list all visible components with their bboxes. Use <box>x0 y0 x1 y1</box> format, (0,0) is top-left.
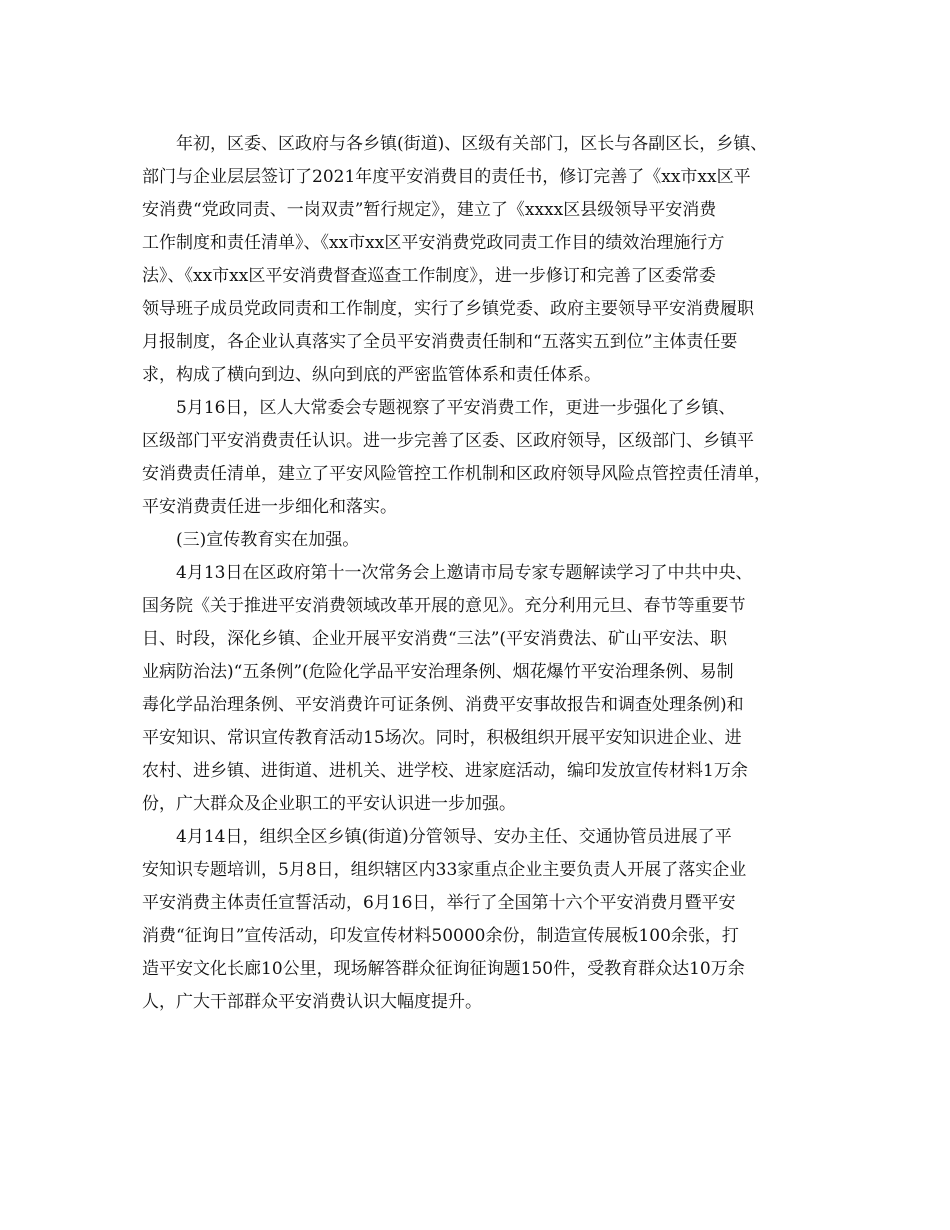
paragraph-line: 平安消费责任进一步细化和落实。 <box>142 497 397 517</box>
paragraph-line: 月报制度，各企业认真落实了全员平安消费责任制和“五落实五到位”主体责任要 <box>142 332 738 352</box>
paragraph-line: 人，广大干部群众平安消费认识大幅度提升。 <box>142 992 482 1012</box>
paragraph-line: 毒化学品治理条例、平安消费许可证条例、消费平安事故报告和调查处理条例)和 <box>142 695 744 715</box>
paragraph-line: 农村、进乡镇、进街道、进机关、进学校、进家庭活动，编印发放宣传材料1万余 <box>142 761 748 781</box>
paragraph-first-line: 4月14日，组织全区乡镇(街道)分管领导、安办主任、交通协管员进展了平 <box>176 827 732 847</box>
paragraph <box>142 821 822 1019</box>
paragraph <box>142 557 822 821</box>
paragraph-line: 安知识专题培训，5月8日，组织辖区内33家重点企业主要负责人开展了落实企业 <box>142 860 747 880</box>
paragraph-line: 求，构成了横向到边、纵向到底的严密监管体系和责任体系。 <box>142 365 601 385</box>
paragraph-line: 领导班子成员党政同责和工作制度，实行了乡镇党委、政府主要领导平安消费履职 <box>142 299 754 319</box>
paragraph-line: 平安知识、常识宣传教育活动15场次。同时，积极组织开展平安知识进企业、进 <box>142 728 742 748</box>
paragraph-first-line: 年初，区委、区政府与各乡镇(街道)、区级有关部门，区长与各副区长，乡镇、 <box>176 134 768 154</box>
paragraph <box>142 524 822 557</box>
paragraph-line: 国务院《关于推进平安消费领域改革开展的意见》。充分利用元旦、春节等重要节 <box>142 596 746 616</box>
paragraph <box>142 128 822 392</box>
paragraph-line: 日、时段，深化乡镇、企业开展平安消费“三法”(平安消费法、矿山平安法、职 <box>142 629 728 649</box>
paragraph-line: 区级部门平安消费责任认识。进一步完善了区委、区政府领导，区级部门、乡镇平 <box>142 431 754 451</box>
paragraph-line: 份，广大群众及企业职工的平安认识进一步加强。 <box>142 794 516 814</box>
paragraph-line: 安消费“党政同责、一岗双责”暂行规定》，建立了《xxxx区县级领导平安消费 <box>142 200 717 220</box>
paragraph-line: 消费“征询日”宣传活动，印发宣传材料50000余份，制造宣传展板100余张，打 <box>142 926 739 946</box>
paragraph <box>142 392 822 524</box>
paragraph-first-line: 4月13日在区政府第十一次常务会上邀请市局专家专题解读学习了中共中央、 <box>176 563 753 583</box>
paragraph-line: 安消费责任清单，建立了平安风险管控工作机制和区政府领导风险点管控责任清单， <box>142 464 771 484</box>
paragraph-line: 造平安文化长廊10公里，现场解答群众征询征询题150件，受教育群众达10万余 <box>142 959 745 979</box>
paragraph-line: 部门与企业层层签订了2021年度平安消费目的责任书，修订完善了《xx市xx区平 <box>142 167 751 187</box>
paragraph-line: 法》、《xx市xx区平安消费督查巡查工作制度》，进一步修订和完善了区委常委 <box>142 266 716 286</box>
paragraph-line: 工作制度和责任清单》、《xx市xx区平安消费党政同责工作目的绩效治理施行方 <box>142 233 725 253</box>
document-body <box>142 128 822 1019</box>
paragraph-first-line: (三)宣传教育实在加强。 <box>176 530 360 550</box>
paragraph-line: 业病防治法)“五条例”(危险化学品平安治理条例、烟花爆竹平安治理条例、易制 <box>142 662 734 682</box>
paragraph-first-line: 5月16日，区人大常委会专题视察了平安消费工作，更进一步强化了乡镇、 <box>176 398 736 418</box>
paragraph-line: 平安消费主体责任宣誓活动，6月16日，举行了全国第十六个平安消费月暨平安 <box>142 893 736 913</box>
